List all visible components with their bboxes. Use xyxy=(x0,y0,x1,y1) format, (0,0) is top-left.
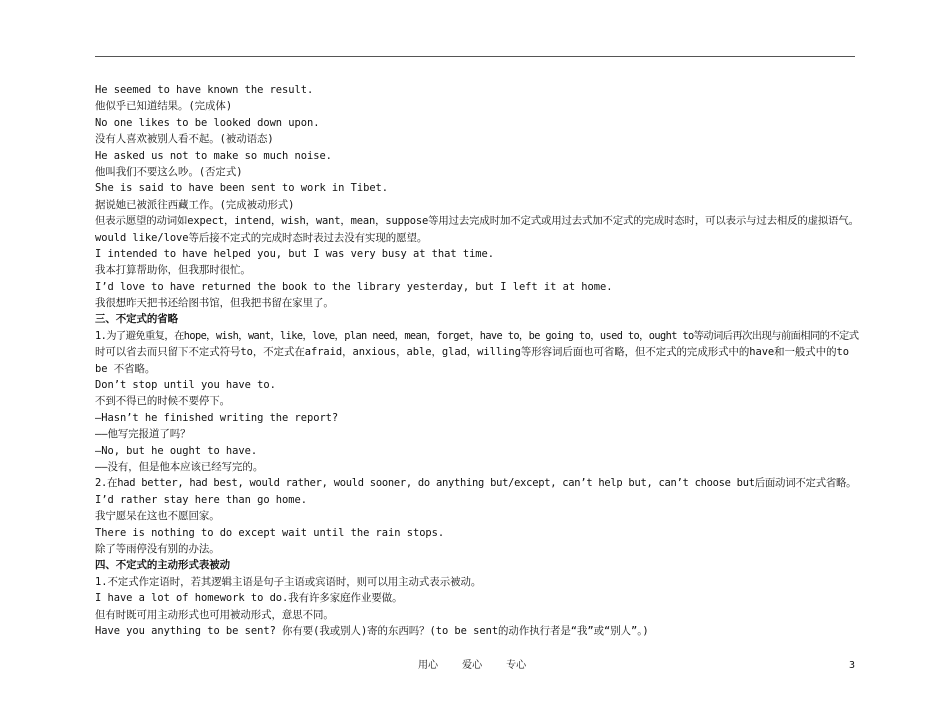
text-line: 我宁愿呆在这也不愿回家。 xyxy=(95,510,220,523)
header-rule xyxy=(95,56,855,57)
text-line: 时可以省去而只留下不定式符号to，不定式在afraid，anxious，able，glad，willing等形容词后面也可省略，但不定式的完成形式中的have和一般式中的to xyxy=(95,346,849,359)
text-line: 1.不定式作定语时，若其逻辑主语是句子主语或宾语时，则可以用主动式表示被动。 xyxy=(95,575,482,588)
text-line: 他叫我们不要这么吵。(否定式) xyxy=(95,165,243,178)
text-line: ——他写完报道了吗？ xyxy=(95,428,191,441)
text-line: He asked us not to make so much noise. xyxy=(95,149,332,162)
text-line: 没有人喜欢被别人看不起。(被动语态) xyxy=(95,133,274,146)
text-line: I’d love to have returned the book to the library yesterday, but I left it at home. xyxy=(95,280,613,293)
text-line: ——没有，但是他本应该已经写完的。 xyxy=(95,460,264,473)
text-line: would like/love等后接不定式的完成时态时表过去没有实现的愿望。 xyxy=(95,231,428,244)
text-line: 1.为了避免重复，在hope，wish，want，like，love，plan need，mean，forget，have to，be going to，used to，ought to等动词后再次出现与前面相同的不定式 xyxy=(95,329,859,342)
text-line: 不到不得已的时候不要停下。 xyxy=(95,395,230,408)
text-line: 我本打算帮助你，但我那时很忙。 xyxy=(95,264,251,277)
text-line: be 不省略。 xyxy=(95,362,156,375)
text-line: No one likes to be looked down upon. xyxy=(95,116,320,129)
footer-motto: 用心 爱心 专心 xyxy=(418,660,527,671)
text-line: 我很想昨天把书还给图书馆，但我把书留在家里了。 xyxy=(95,297,334,310)
section-heading: 三、不定式的省略 xyxy=(95,313,179,326)
text-line: —Hasn’t he finished writing the report? xyxy=(95,411,339,424)
text-line: 但有时既可用主动形式也可用被动形式，意思不同。 xyxy=(95,608,334,621)
document-body xyxy=(95,82,865,639)
text-line: She is said to have been sent to work in Tibet. xyxy=(95,182,389,195)
text-line: 但表示愿望的动词如expect，intend，wish，want，mean，suppose等用过去完成时加不定式或用过去式加不定式的完成时态时，可以表示与过去相反的虚拟语气。 xyxy=(95,215,859,228)
text-line: I have a lot of homework to do.我有许多家庭作业要做。 xyxy=(95,592,403,605)
text-line: 据说她已被派往西藏工作。(完成被动形式) xyxy=(95,198,295,211)
text-line: 除了等雨停没有别的办法。 xyxy=(95,542,220,555)
section-heading: 四、不定式的主动形式表被动 xyxy=(95,559,230,572)
text-line: I’d rather stay here than go home. xyxy=(95,493,307,506)
text-line: 他似乎已知道结果。(完成体) xyxy=(95,100,233,113)
text-line: 2.在had better, had best, would rather, would sooner, do anything but/except, can’t help but, can’t choose but后面动词不定式省略。 xyxy=(95,477,857,490)
text-line: Don’t stop until you have to. xyxy=(95,379,276,392)
text-line: There is nothing to do except wait until the rain stops. xyxy=(95,526,445,539)
text-line: He seemed to have known the result. xyxy=(95,84,314,96)
text-line: I intended to have helped you, but I was very busy at that time. xyxy=(95,247,495,260)
page-number: 3 xyxy=(849,660,856,671)
text-line: Have you anything to be sent? 你有要(我或别人)寄的东西吗？(to be sent的动作执行者是“我”或“别人”。) xyxy=(95,624,649,637)
text-line: —No, but he ought to have. xyxy=(95,444,258,457)
